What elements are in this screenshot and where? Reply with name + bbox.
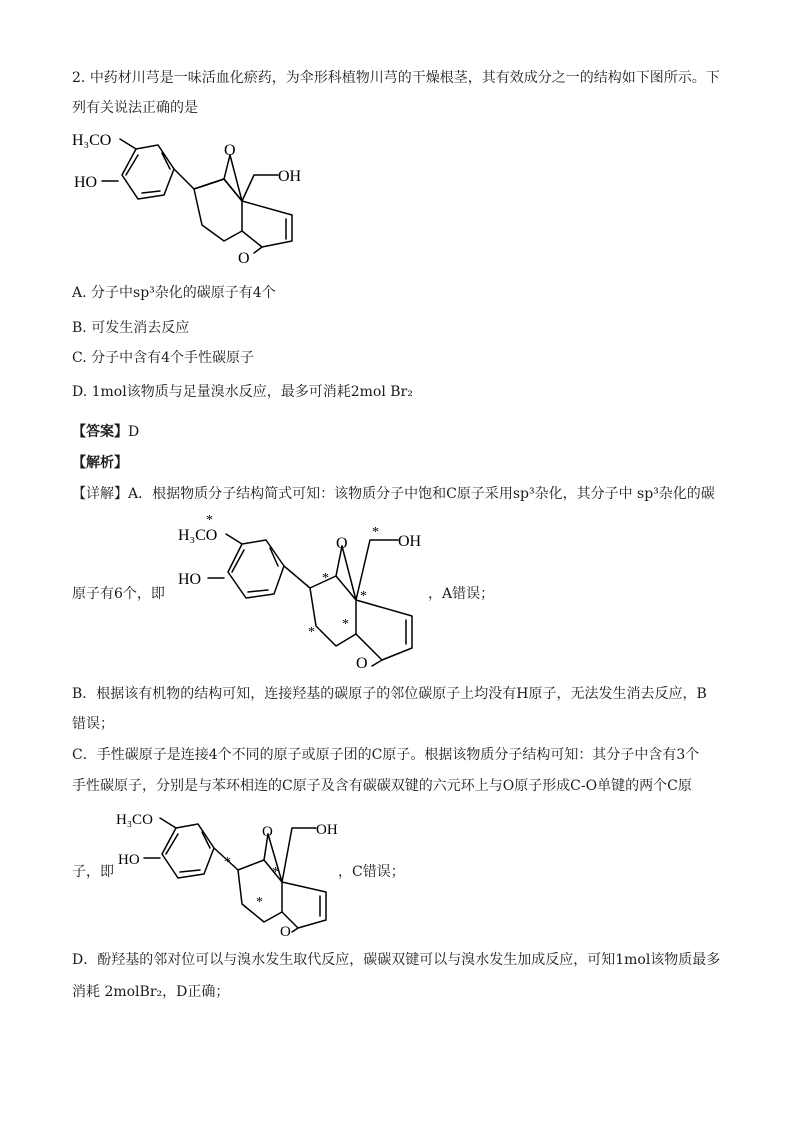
molecule-structure-a-stars	[176, 510, 446, 670]
star-c-2: *	[272, 865, 279, 880]
option-b: B. 可发生消去反应	[72, 320, 190, 336]
detail-a-prefix: 原子有6个，即	[72, 586, 165, 602]
answer-label: 【答案】	[72, 424, 128, 440]
ketone-oxygen-label: O	[238, 250, 250, 267]
star-c-1: *	[224, 855, 231, 870]
star-chiral-2: *	[360, 589, 367, 604]
question-stem-line1	[72, 68, 720, 88]
ch2oh-label-a: OH	[398, 533, 422, 550]
ketone-oxygen-label-c: O	[280, 924, 291, 940]
methoxy-label-a: H₃CO	[178, 527, 218, 544]
detail-b-line1: B．根据该有机物的结构可知，连接羟基的碳原子的邻位碳原子上均没有H原子，无法发生消去反应，B	[72, 686, 707, 702]
ch2oh-label: OH	[278, 168, 302, 185]
star-ch2oh: *	[372, 525, 379, 540]
detail-c-line1: C．手性碳原子是连接4个不同的原子或原子团的C原子。根据该物质分子结构可知：其分子中含有3个	[72, 747, 700, 763]
question-stem-text: 中药材川芎是一味活血化瘀药，为伞形科植物川芎的干燥根茎，其有效成分之一的结构如下图所示。下	[89, 70, 720, 86]
star-methoxy: *	[206, 513, 213, 528]
methoxy-label: H₃CO	[72, 132, 112, 149]
option-a: A. 分子中sp³杂化的碳原子有4个	[72, 285, 276, 301]
question-stem-line2: 列有关说法正确的是	[72, 100, 198, 116]
ch2oh-label-c: OH	[316, 822, 338, 838]
option-c: C. 分子中含有4个手性碳原子	[72, 350, 255, 366]
hydroxy-label: HO	[74, 174, 98, 191]
question-number: 2.	[72, 70, 86, 86]
hydroxy-label-c: HO	[118, 852, 140, 868]
bridge-oxygen-label-a: O	[336, 535, 348, 552]
star-c-3: *	[256, 895, 263, 910]
bridge-oxygen-label-c: O	[262, 824, 273, 840]
star-chiral-1: *	[322, 571, 329, 586]
hydroxy-label-a: HO	[178, 571, 202, 588]
detail-c-prefix: 子，即	[72, 864, 114, 880]
molecule-structure-c-stars	[116, 808, 376, 938]
detail-d-line1: D．酚羟基的邻对位可以与溴水发生取代反应，碳碳双键可以与溴水发生加成反应，可知1mol该物质最多	[72, 952, 721, 968]
ketone-oxygen-label-a: O	[356, 655, 368, 672]
detail-c-suffix: ，C错误；	[338, 864, 405, 880]
detail-b-line2: 错误；	[72, 716, 114, 732]
analysis-label: 【解析】	[72, 455, 128, 471]
star-ch2: *	[308, 625, 315, 640]
option-d: D. 1mol该物质与足量溴水反应，最多可消耗2mol Br₂	[72, 384, 413, 400]
answer-line	[72, 422, 139, 442]
molecule-structure-question	[72, 125, 332, 265]
detail-c-line2: 手性碳原子，分别是与苯环相连的C原子及含有碳碳双键的六元环上与O原子形成C-O单键的两个C原	[72, 778, 692, 794]
methoxy-label-c: H₃CO	[116, 812, 153, 828]
star-ch: *	[342, 617, 349, 632]
bridge-oxygen-label: O	[224, 142, 236, 159]
detail-a-line1: 【详解】A．根据物质分子结构简式可知：该物质分子中饱和C原子采用sp³杂化，其分子中 sp³杂化的碳	[72, 486, 715, 502]
detail-d-line2: 消耗 2molBr₂，D正确；	[72, 984, 230, 1000]
detail-a-suffix: ，A错误；	[428, 586, 495, 602]
answer-value: D	[128, 424, 140, 440]
